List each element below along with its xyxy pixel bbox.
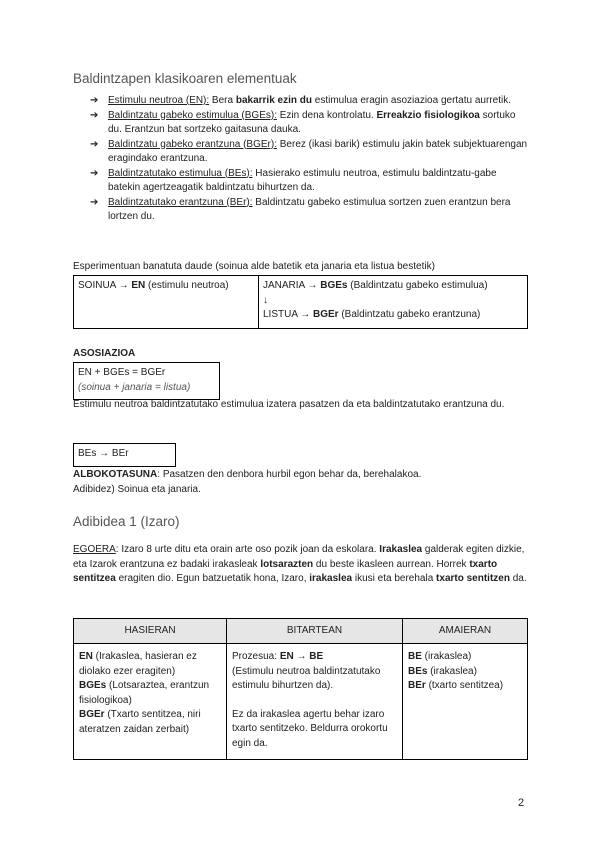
- example-table: [73, 618, 528, 760]
- header-amaieran: AMAIERAN: [403, 619, 528, 644]
- arrow-icon: ➔: [90, 95, 99, 106]
- experiment-intro: Esperimentuan banatuta daude (soinua alde batetik eta janaria eta listua bestetik): [73, 261, 435, 272]
- section-heading-example: Adibidea 1 (Izaro): [73, 514, 180, 529]
- arrow-icon: ➔: [90, 109, 99, 121]
- asoziazioa-box: [73, 362, 220, 400]
- cell-hasieran: EN (Irakaslea, hasieran ez diolako ezer eragiten) BGEs (Lotsaraztea, erantzun fisiologikoa) BGEr (Txarto sentitzea, niri ateratzen zaidan zerbait): [74, 644, 227, 760]
- down-arrow-icon: ↓: [263, 294, 268, 306]
- asoziazioa-formula: EN + BGEs = BGEr: [78, 367, 166, 378]
- arrow-icon: ➔: [90, 196, 99, 208]
- asoziazioa-example: (soinua + janaria = listua): [78, 381, 191, 393]
- cell-amaieran: BE (irakaslea) BEs (irakaslea) BEr (txarto sentitzea): [403, 644, 528, 760]
- albokotasuna-example: Adibidez) Soinua eta janaria.: [73, 484, 201, 495]
- egoera-paragraph: EGOERA: Izaro 8 urte ditu eta orain arte oso pozik joan da eskolara. Irakaslea galderak egiten dizkie, eta Izarok erantzuna ez badaki irakasleak lotsarazten du beste ikasleen aurrean. Horrek txarto sentitzea eragiten dio. Egun batzuetatik hona, Izaro, irakaslea ikusi eta berehala txarto sentitzen da.: [73, 544, 527, 584]
- asoziazioa-text: Estimulu neutroa baldintzatutako estimulua izatera pasatzen da eta baldintzatutako erantzuna du.: [73, 399, 505, 410]
- albokotasuna-text: ALBOKOTASUNA: Pasatzen den denbora hurbil egon behar da, berehalakoa.: [73, 469, 422, 480]
- arrow-icon: ➔: [90, 138, 99, 150]
- list-item: ➔ Baldintzatutako estimulua (BEs): Hasierako estimulu neutroa, estimulu baldintzatu-gabe batekin agertzeagatik baldintzatu bihurtzen da.: [90, 167, 497, 193]
- list-item: ➔ Estimulu neutroa (EN): Bera bakarrik ezin du estimulua eragin asoziazioa gertatu aurretik.: [90, 94, 530, 109]
- list-item: ➔ Baldintzatu gabeko estimulua (BGEs): Ezin dena kontrolatu. Erreakzio fisiologikoa sortuko du. Erantzun bat sortzeko gaitasuna dauka.: [90, 109, 516, 135]
- list-item: ➔ Baldintzatutako erantzuna (BEr): Baldintzatu gabeko estimulua sortzen zuen erantzun bera lortzen du.: [90, 196, 511, 222]
- elements-list: [90, 94, 530, 225]
- cell-bitartean: Prozesua: EN → BE (Estimulu neutroa baldintzatutako estimulu bihurtzen da). Ez da irakaslea agertu behar izaro txarto sentitzeko. Beldurra orokortu egin da.: [227, 644, 403, 760]
- experiment-left-cell: SOINUA → EN (estimulu neutroa): [74, 276, 259, 329]
- header-hasieran: HASIERAN: [74, 619, 227, 644]
- page-number: 2: [518, 797, 525, 809]
- experiment-right-cell: JANARIA → BGEs (Baldintzatu gabeko estimulua) ↓ LISTUA → BGEr (Baldintzatu gabeko erantzuna): [259, 276, 528, 329]
- list-item: ➔ Baldintzatu gabeko erantzuna (BGEr): Berez (ikasi barik) estimulu jakin batek subjektuarengan eragindako erantzuna.: [90, 138, 528, 164]
- header-bitartean: BITARTEAN: [227, 619, 403, 644]
- asoziazioa-title: ASOSIAZIOA: [73, 348, 136, 359]
- experiment-table: [73, 275, 528, 329]
- bes-formula: BEs → BEr: [78, 448, 129, 459]
- section-heading-elements: Baldintzapen klasikoaren elementuak: [73, 71, 297, 86]
- arrow-icon: ➔: [90, 167, 99, 179]
- bes-formula-box: [73, 443, 176, 467]
